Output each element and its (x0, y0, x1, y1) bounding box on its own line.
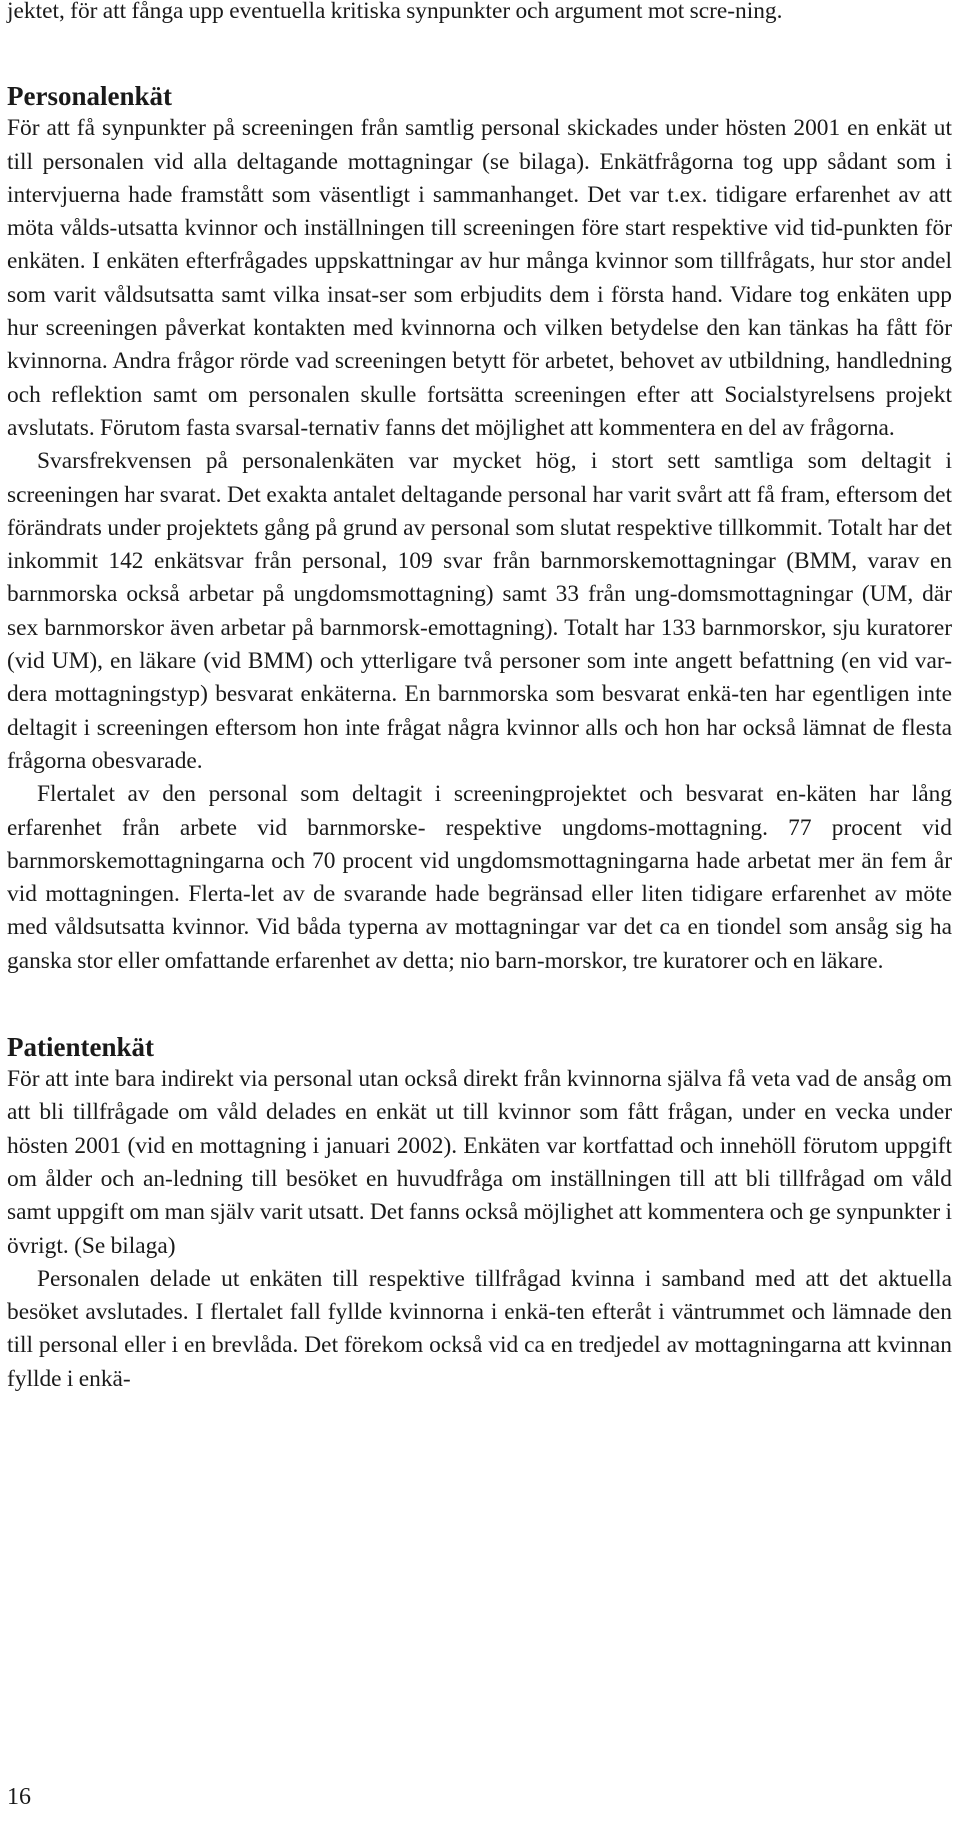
section-heading-personalenkat: Personalenkät (7, 81, 172, 112)
document-page (7, 0, 952, 1396)
body-paragraph: För att få synpunkter på screeningen från samtlig personal skickades under hösten 2001 en enkät ut till personalen vid alla deltagande mottagningar (se bilaga). Enkätfrågorna tog upp sådant som i intervjuerna hade framstått som väsentligt i sammanhanget. Det var t.ex. tidigare erfarenhet av att möta vålds-utsatta kvinnor och inställningen till screeningen före start respektive vid tid-punkten för enkäten. I enkäten efterfrågades uppskattningar av hur många kvinnor som tillfrågats, hur stor andel som varit våldsutsatta samt vilka insat-ser som erbjudits dem i första hand. Vidare tog enkäten upp hur screeningen påverkat kontakten med kvinnorna och vilken betydelse den kan tänkas ha fått för kvinnorna. Andra frågor rörde vad screeningen betytt för arbetet, behovet av utbildning, handledning och reflektion samt om personalen skulle fortsätta screeningen efter att Socialstyrelsens projekt avslutats. Förutom fasta svarsal-ternativ fanns det möjlighet att kommentera en del av frågorna. (7, 115, 952, 441)
body-paragraph: Personalen delade ut enkäten till respektive tillfrågad kvinna i samband med att det aktuella besöket avslutades. I flertalet fall fyllde kvinnorna i enkä-ten efteråt i väntrummet och lämnade den till personal eller i en brevlåda. Det förekom också vid ca en tredjedel av mottagningarna att kvinnan fyllde i enkä- (7, 1265, 952, 1392)
page-number: 16 (7, 1784, 31, 1810)
intro-paragraph: jektet, för att fånga upp eventuella kritiska synpunkter och argument mot scre-ning. (7, 0, 783, 24)
body-paragraph: Flertalet av den personal som deltagit i screeningprojektet och besvarat en-käten har lång erfarenhet från arbete vid barnmorske- respektive ungdoms-mottagning. 77 procent vid barnmorskemottagningarna och 70 procent vid ungdomsmottagningarna hade arbetat mer än fem år vid mottagningen. Flerta-let av de svarande hade begränsad eller liten tidigare erfarenhet av möte med våldsutsatta kvinnor. Vid båda typerna av mottagningar var det ca en tiondel som ansåg sig ha ganska stor eller omfattande erfarenhet av detta; nio barn-morskor, tre kuratorer och en läkare. (7, 781, 952, 974)
body-paragraph: Svarsfrekvensen på personalenkäten var mycket hög, i stort sett samtliga som deltagit i screeningen har svarat. Det exakta antalet deltagande personal har varit svårt att få fram, eftersom det förändrats under projektets gång på grund av personal som slutat respektive tillkommit. Totalt har det inkommit 142 enkätsvar från personal, 109 svar från barnmorskemottagningar (BMM, varav en barnmorska också arbetar på ungdomsmottagning) samt 33 från ung-domsmottagningar (UM, där sex barnmorskor även arbetar på barnmorsk-emottagning). Totalt har 133 barnmorskor, sju kuratorer (vid UM), en läkare (vid BMM) och ytterligare två personer som inte angett befattning (en vid var-dera mottagningstyp) besvarat enkäterna. En barnmorska som besvarat enkä-ten har egentligen inte deltagit i screeningen eftersom hon inte frågat några kvinnor alls och hon har också lämnat de flesta frågorna obesvarade. (7, 448, 952, 774)
body-paragraph: För att inte bara indirekt via personal utan också direkt från kvinnorna själva få veta vad de ansåg om att bli tillfrågade om våld delades en enkät ut till kvinnor som fått frågan, under en vecka under hösten 2001 (vid en mottagning i januari 2002). Enkäten var kortfattad och innehöll förutom uppgift om ålder och an-ledning till besöket en huvudfråga om inställningen till att bli tillfrågad om våld samt uppgift om man själv varit utsatt. Det fanns också möjlighet att kommentera och ge synpunkter i övrigt. (Se bilaga) (7, 1066, 952, 1259)
section-heading-patientenkat: Patientenkät (7, 1032, 154, 1063)
